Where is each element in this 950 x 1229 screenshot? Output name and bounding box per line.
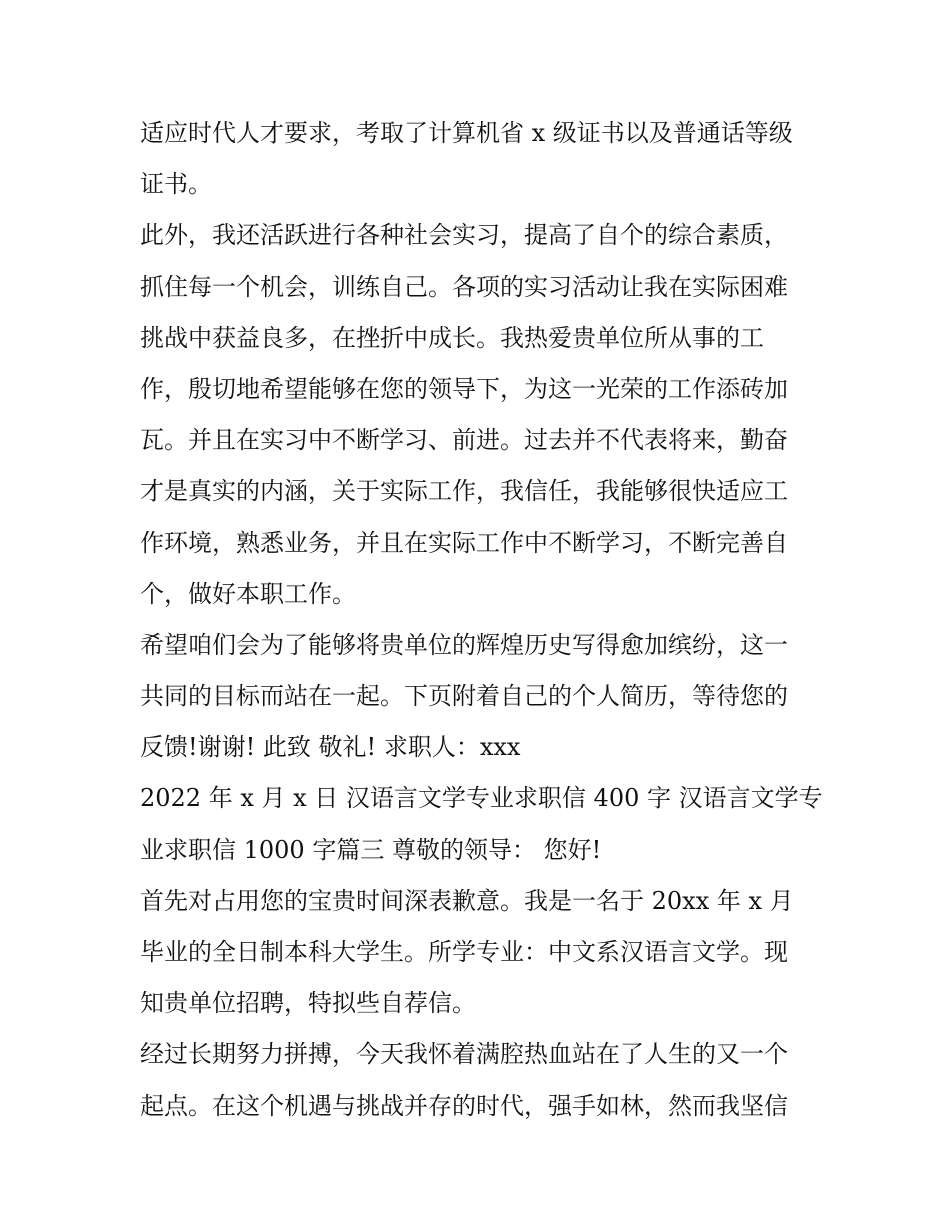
text-line: 业求职信 1000 字篇三 尊敬的领导： 您好! [140, 835, 602, 864]
text-line: 作环境，熟悉业务，并且在实际工作中不断学习，不断完善自 [140, 528, 788, 557]
text-line: 瓦。并且在实习中不断学习、前进。过去并不代表将来，勤奋 [140, 426, 788, 455]
text-line: 才是真实的内涵，关于实际工作，我信任，我能够很快适应工 [140, 477, 788, 506]
text-line: 此外，我还活跃进行各种社会实习，提高了自个的综合素质， [140, 221, 788, 250]
text-line: 希望咱们会为了能够将贵单位的辉煌历史写得愈加缤纷，这一 [140, 630, 788, 659]
text-line: 首先对占用您的宝贵时间深表歉意。我是一名于 20xx 年 x 月 [140, 886, 794, 915]
text-line: 共同的目标而站在一起。下页附着自己的个人简历，等待您的 [140, 682, 788, 711]
text-line: 起点。在这个机遇与挑战并存的时代，强手如林，然而我坚信 [140, 1091, 788, 1120]
text-line: 经过长期努力拼搏，今天我怀着满腔热血站在了人生的又一个 [140, 1040, 788, 1069]
text-line: 毕业的全日制本科大学生。所学专业：中文系汉语言文学。现 [140, 938, 788, 966]
text-line: 证书。 [140, 170, 212, 199]
text-line: 反馈!谢谢! 此致 敬礼! 求职人：xxx [140, 733, 521, 762]
text-line: 个，做好本职工作。 [140, 579, 356, 608]
text-line: 知贵单位招聘，特拟些自荐信。 [140, 989, 476, 1018]
text-line: 作，殷切地希望能够在您的领导下，为这一光荣的工作添砖加 [140, 374, 788, 403]
text-line: 抓住每一个机会，训练自己。各项的实习活动让我在实际困难 [140, 272, 788, 301]
body-text [140, 108, 823, 1132]
text-line: 挑战中获益良多，在挫折中成长。我热爱贵单位所从事的工 [140, 323, 764, 352]
text-line: 适应时代人才要求，考取了计算机省 x 级证书以及普通话等级 [140, 119, 793, 147]
text-line: 2022 年 x 月 x 日 汉语言文学专业求职信 400 字 汉语言文学专 [140, 784, 823, 813]
